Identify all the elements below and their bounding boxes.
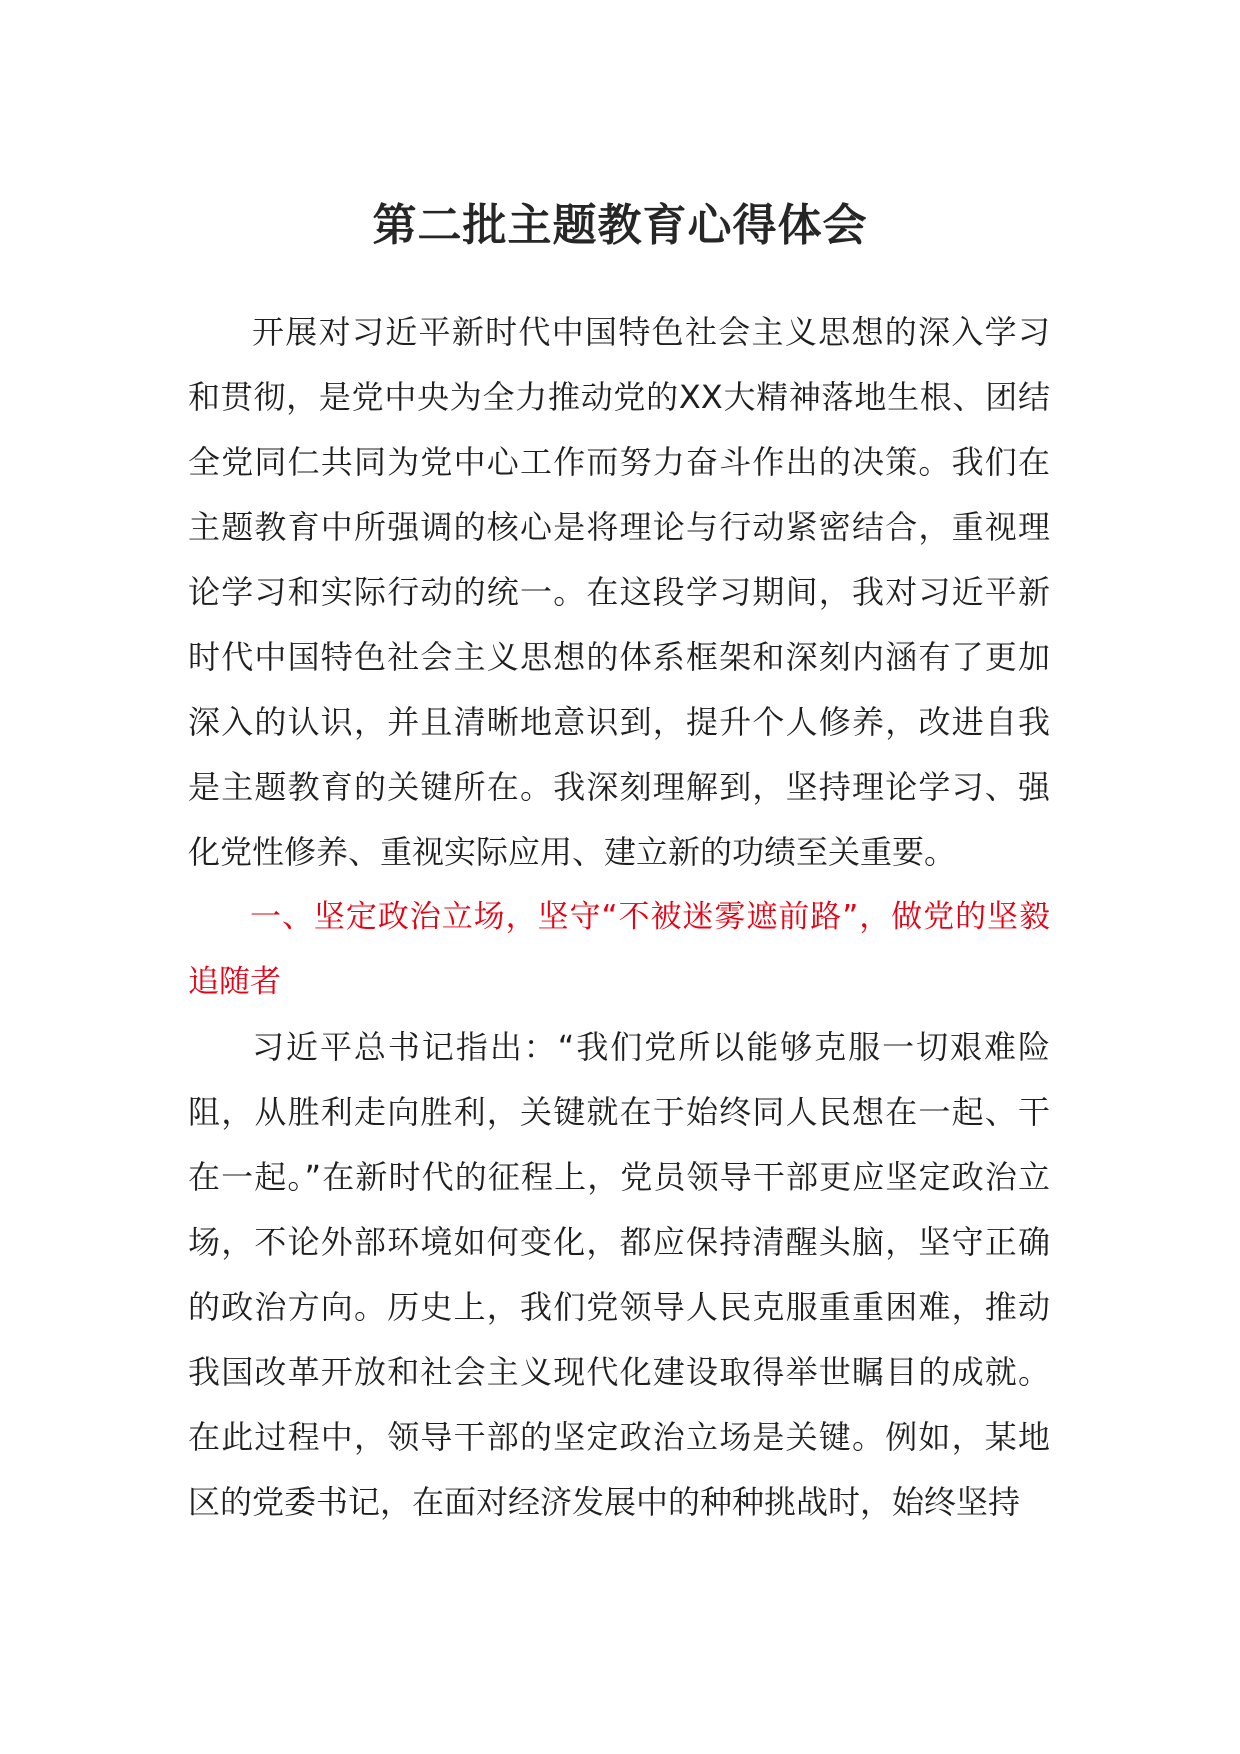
document-body [188,300,1050,1535]
section-heading: 一、坚定政治立场，坚守“不被迷雾遮前路”，做党的坚毅追随者 [188,899,1050,1000]
intro-paragraph: 开展对习近平新时代中国特色社会主义思想的深入学习和贯彻，是党中央为全力推动党的XX大精神落地生根、团结全党同仁共同为党中心工作而努力奋斗作出的决策。我们在主题教育中所强调的核心是将理论与行动紧密结合，重视理论学习和实际行动的统一。在这段学习期间，我对习近平新时代中国特色社会主义思想的体系框架和深刻内涵有了更加深入的认识，并且清晰地意识到，提升个人修养，改进自我是主题教育的关键所在。我深刻理解到，坚持理论学习、强化党性修养、重视实际应用、建立新的功绩至关重要。 [188,313,1050,871]
document-title: 第二批主题教育心得体会 [372,200,868,251]
section-paragraph: 习近平总书记指出：“我们党所以能够克服一切艰难险阻，从胜利走向胜利，关键就在于始终同人民想在一起、干在一起。”在新时代的征程上，党员领导干部更应坚定政治立场，不论外部环境如何变化，都应保持清醒头脑，坚守正确的政治方向。历史上，我们党领导人民克服重重困难，推动我国改革开放和社会主义现代化建设取得举世瞩目的成就。在此过程中，领导干部的坚定政治立场是关键。例如，某地区的党委书记，在面对经济发展中的种种挑战时，始终坚持 [188,1028,1050,1521]
